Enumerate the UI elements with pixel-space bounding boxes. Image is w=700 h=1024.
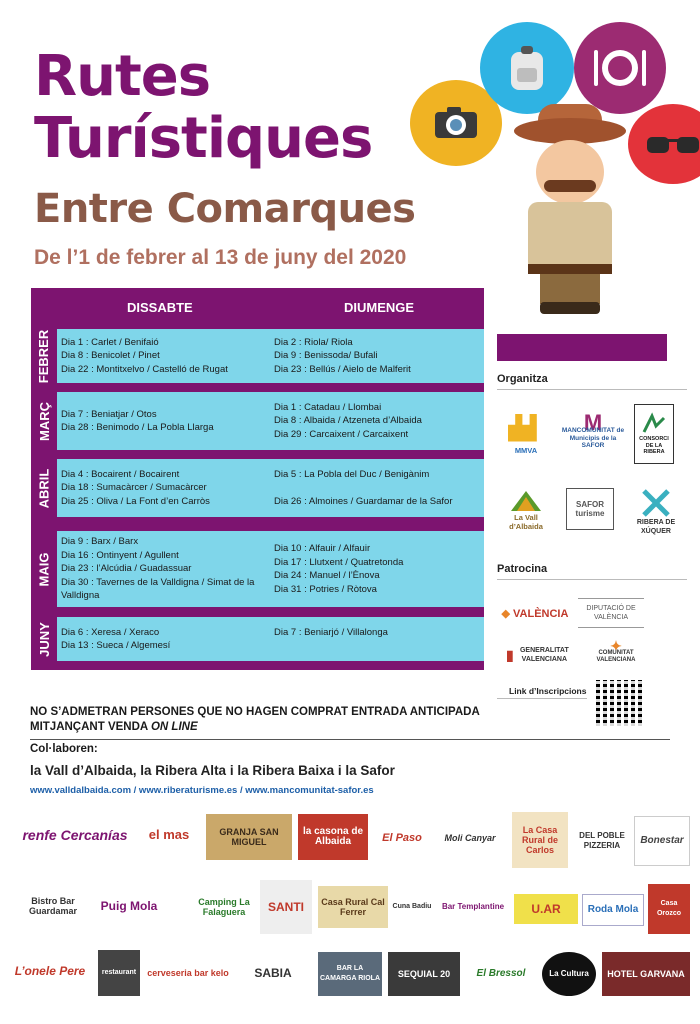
- route-entry: Dia 8 : Albaida / Atzeneta d’Albaida: [274, 415, 422, 427]
- route-entry: Dia 9 : Benissoda/ Bufali: [274, 350, 378, 362]
- route-entry: Dia 13 : Sueca / Algemesí: [61, 640, 171, 651]
- month-label: JUNY: [36, 621, 52, 657]
- patrocina-label: Patrocina: [497, 563, 548, 575]
- saturday-routes: [61, 459, 273, 517]
- month-label: MARÇ: [36, 401, 52, 441]
- sponsor-santi: SANTI: [260, 880, 312, 934]
- logo-generalitat: ▮ GENERALITAT VALENCIANA: [506, 646, 569, 663]
- mmva-mark-icon: [508, 414, 544, 442]
- sponsor-sequial-20: SEQUIAL 20: [388, 952, 460, 996]
- sponsor-bistro-bar: Bistro Bar Guardamar: [28, 896, 78, 916]
- plate-cutlery-icon: [574, 22, 666, 114]
- route-entry: [274, 481, 480, 495]
- sponsor-granja-san-miguel: GRANJA SAN MIGUEL: [206, 814, 292, 860]
- route-entry: Dia 25 : Oliva / La Font d’en Carròs: [61, 495, 210, 507]
- sponsor-moli-canyar: Moli Canyar: [444, 833, 496, 843]
- route-entry: Dia 17 : Llutxent / Quatretonda: [274, 556, 404, 568]
- title-turistiques: Turístiques: [34, 106, 373, 171]
- month-label: MAIG: [36, 552, 52, 586]
- month-row-marc: [31, 392, 484, 450]
- header-sunday: DIUMENGE: [344, 300, 415, 315]
- sponsor-renfe: renfe Cercanías: [22, 827, 128, 843]
- route-entry: Dia 4 : Bocairent / Bocairent: [61, 468, 180, 480]
- month-row-juny: [31, 617, 484, 661]
- organitza-label: Organitza: [497, 373, 548, 385]
- saturday-routes: [61, 531, 273, 607]
- sponsor-cuna-badiu: Cuna Badiu: [392, 903, 432, 910]
- collaboren-label: Col·laboren:: [30, 743, 98, 755]
- sponsor-casa-orozco: Casa Orozco: [648, 884, 690, 934]
- sponsor-la-casona: la casona de Albaida: [298, 814, 368, 860]
- sponsor-el-mas: el mas: [148, 827, 190, 842]
- sponsor-camping-falaguera: Camping La Falaguera: [198, 897, 250, 917]
- route-entry: Dia 23 : l’Alcúdia / Guadassuar: [61, 563, 192, 575]
- sunday-routes: [274, 617, 480, 661]
- date-range: De l’1 de febrer al 13 de juny del 2020: [34, 246, 407, 269]
- route-entry: Dia 28 : Benimodo / La Pobla Llarga: [61, 422, 214, 433]
- route-entry: Dia 24 : Manuel / l’Ènova: [274, 570, 380, 581]
- comunitat-mark-icon: ✦: [610, 637, 622, 654]
- sponsor-sabia: SABIA: [254, 966, 292, 980]
- sponsor-uar: U.AR: [514, 894, 578, 924]
- logo-consorci-ribera: CONSORCI DE LA RIBERA: [634, 404, 674, 464]
- route-entry: Dia 30 : Tavernes de la Valldigna / Simat de la Valldigna: [61, 576, 255, 602]
- sponsor-casa-rural-carlos: La Casa Rural de Carlos: [512, 812, 568, 868]
- entry-warning: [30, 705, 480, 735]
- sponsor-la-cultura: La Cultura: [542, 952, 596, 996]
- sunday-routes: [274, 459, 480, 517]
- ribera-mark-icon: [642, 412, 666, 436]
- route-entry: Dia 31 : Potries / Ròtova: [274, 583, 377, 595]
- route-entry: Dia 6 : Xeresa / Xeraco: [61, 626, 160, 638]
- logo-valencia-turisme: ◆ VALÈNCIA: [501, 607, 569, 620]
- sponsor-bar-templantine: Bar Templantine: [441, 902, 505, 911]
- route-entry: Dia 7 : Beniarjó / Villalonga: [274, 627, 388, 638]
- route-entry: Dia 8 : Benicolet / Pinet: [61, 350, 160, 362]
- sponsor-hotel-garvana: HOTEL GARVANA: [602, 952, 690, 996]
- backpack-icon: [480, 22, 574, 114]
- sponsor-puig-mola: Puig Mola: [100, 899, 158, 913]
- sunglasses-icon: [628, 104, 700, 184]
- route-entry: Dia 23 : Bellús / Aielo de Malferit: [274, 363, 411, 375]
- route-entry: Dia 2 : Riola/ Riola: [274, 336, 353, 348]
- title-entre-comarques: Entre Comarques: [34, 186, 416, 232]
- sunday-routes: [274, 392, 480, 450]
- warning-line-2: MITJANÇANT VENDA ON LINE: [30, 721, 198, 733]
- schedule-table: [31, 288, 484, 670]
- sponsor-roda-mola: Roda Mola: [582, 894, 644, 926]
- sponsor-restaurant: restaurant: [98, 950, 140, 996]
- website-links[interactable]: www.valldalbaida.com / www.riberaturisme.es / www.mancomunitat-safor.es: [30, 785, 374, 796]
- route-entry: Dia 29 : Carcaixent / Carcaixent: [274, 428, 409, 440]
- sponsor-cal-ferrer: Casa Rural Cal Ferrer: [318, 886, 388, 928]
- inscripcions-label: Link d’Inscripcions: [509, 686, 587, 696]
- divider: [497, 579, 687, 580]
- collaboren-regions: la Vall d’Albaida, la Ribera Alta i la Ribera Baixa i la Safor: [30, 763, 395, 778]
- divider: [497, 698, 587, 699]
- route-entry: Dia 22 : Montitxelvo / Castelló de Rugat: [61, 363, 228, 375]
- route-entry: Dia 9 : Barx / Barx: [61, 536, 139, 548]
- route-entry: Dia 7 : Beniatjar / Otos: [61, 408, 157, 420]
- sponsor-el-bressol: El Bressol: [476, 968, 526, 979]
- logo-mmva: MMVA: [500, 402, 552, 466]
- qr-code-icon[interactable]: [596, 680, 642, 726]
- month-row-febrer: [31, 329, 484, 383]
- saturday-routes: [61, 392, 273, 450]
- sponsor-bonestar: Bonestar: [634, 816, 690, 866]
- sunday-routes: [274, 531, 480, 607]
- sponsor-lonele-pere: L’onele Pere: [14, 964, 86, 978]
- title-rutes: Rutes: [34, 44, 211, 109]
- route-entry: Dia 26 : Almoines / Guardamar de la Safor: [274, 495, 453, 507]
- explorer-illustration: [510, 118, 630, 314]
- route-entry: Dia 16 : Ontinyent / Agullent: [61, 549, 179, 561]
- logo-diputacio: DIPUTACIÓ DE VALÈNCIA: [578, 598, 644, 628]
- sunday-routes: [274, 329, 480, 383]
- warning-line-1: NO S’ADMETRAN PERSONES QUE NO HAGEN COMPRAT ENTRADA ANTICIPADA: [30, 706, 480, 718]
- sponsor-bar-camarga: BAR LA CAMARGA RIOLA: [318, 952, 382, 996]
- saturday-routes: [61, 617, 273, 661]
- month-label: ABRIL: [36, 468, 52, 508]
- divider: [30, 739, 670, 740]
- route-entry: Dia 10 : Alfauir / Alfauir: [274, 543, 371, 554]
- generalitat-mark-icon: ▮: [506, 646, 514, 663]
- vall-albaida-mark-icon: [509, 489, 543, 513]
- month-label: FEBRER: [36, 329, 52, 383]
- month-row-abril: [31, 459, 484, 517]
- right-header-bar: [497, 334, 667, 361]
- route-entry: Dia 5 : La Pobla del Duc / Benigànim: [274, 468, 430, 480]
- sponsor-bar-kelo: cerveseria bar kelo: [147, 968, 229, 978]
- logo-vall-albaida: La Vall d’Albaida: [500, 480, 552, 540]
- header-saturday: DISSABTE: [127, 300, 193, 315]
- divider: [497, 389, 687, 390]
- ribera-xuquer-mark-icon: [641, 488, 671, 518]
- route-entry: Dia 1 : Catadau / Llombai: [274, 401, 382, 413]
- logo-mancomunitat-safor: M MANCOMUNITAT de Municipis de la SAFOR: [561, 410, 625, 450]
- logo-ribera-xuquer: RIBERA DE XÚQUER: [622, 484, 690, 540]
- logo-comunitat-valenciana: ✦ COMUNITAT VALENCIANA: [596, 637, 636, 663]
- month-row-maig: [31, 531, 484, 607]
- saturday-routes: [61, 329, 273, 383]
- route-entry: Dia 18 : Sumacàrcer / Sumacàrcer: [61, 482, 207, 494]
- sponsor-del-poble: DEL POBLE PIZZERIA: [579, 831, 625, 850]
- m-icon: M: [583, 410, 603, 436]
- valencia-mark-icon: ◆: [501, 607, 511, 620]
- schedule-header: [31, 288, 484, 326]
- sponsor-el-paso: El Paso: [382, 832, 422, 844]
- logo-safor-turisme: SAFOR turisme: [566, 488, 614, 530]
- route-entry: Dia 1 : Carlet / Benifaió: [61, 336, 159, 348]
